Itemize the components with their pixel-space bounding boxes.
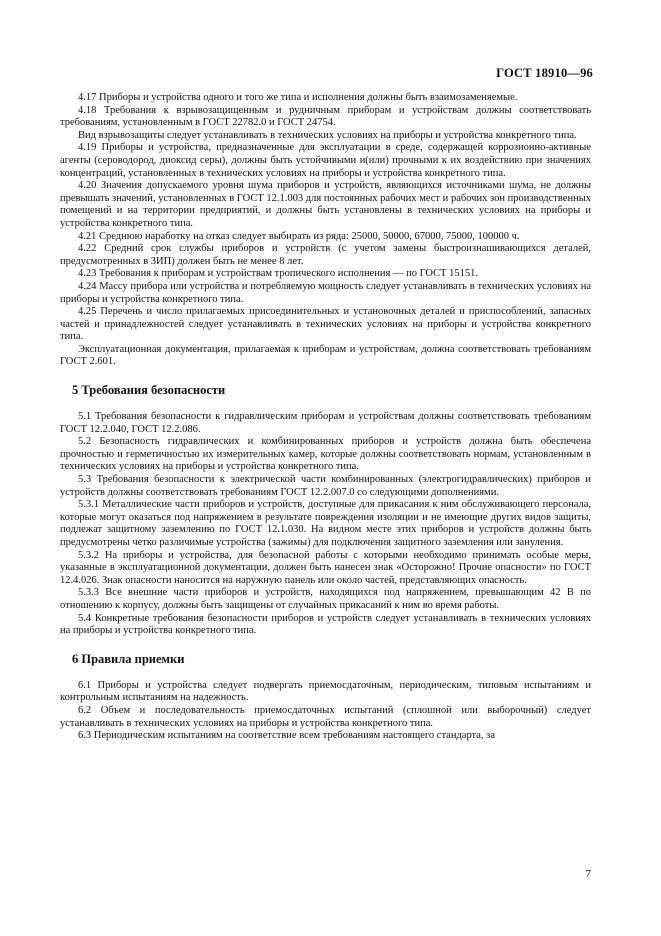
paragraph: 4.20 Значения допускаемого уровня шума приборов и устройств, являющихся источниками шума, не должны превышать значений, установленных в ГОСТ 12.1.003 для постоянных рабочих мест и рабочих зон производственных помещений и на территории предприятий, и должны быть установлены в технических условиях на приборы и устройства конкретного типа. [60,180,591,229]
section-6-acceptance [60,652,591,743]
section-5-safety [60,383,591,638]
paragraph: 4.17 Приборы и устройства одного и того же типа и исполнения должны быть взаимозаменяемые. [78,92,518,103]
paragraph: 6.2 Объем и последовательность приемосдаточных испытаний (сплошной или выборочный) следует устанавливать в технических условиях на приборы и устройства конкретного типа. [60,704,591,729]
paragraph: 5.1 Требования безопасности к гидравлическим приборам и устройствам должны соответствовать требованиям ГОСТ 12.2.040, ГОСТ 12.2.086. [60,411,591,435]
standard-code: ГОСТ 18910—96 [496,66,593,80]
page-number: 7 [585,868,591,880]
paragraph: 4.25 Перечень и число прилагаемых присоединительных и установочных деталей и приспособлений, запасных частей и принадлежностей следует устанавливать в технических условиях на приборы и устройства конкретного типа. [60,306,591,343]
paragraph: 5.2 Безопасность гидравлических и комбинированных приборов и устройств должна быть обеспечена прочностью и герметичностью их измерительных камер, которые должны соответствовать нормам, установленным в технических условиях на приборы и устройства конкретного типа. [60,436,591,473]
paragraph: 4.23 Требования к приборам и устройствам тропического исполнения — по ГОСТ 15151. [78,268,478,280]
paragraph: Вид взрывозащиты следует устанавливать в технических условиях на приборы и устройства конкретного типа. [78,129,577,141]
section-heading: 6 Правила приемки [72,651,185,666]
paragraph: Эксплуатационная документация, прилагаемая к приборам и устройствам, должна соответствовать требованиям ГОСТ 2.601. [60,343,591,368]
paragraph: 5.3.1 Металлические части приборов и устройств, доступные для прикасания к ним обслуживающего персонала, которые могут оказаться под напряжением в результате повреждения изоляции и не имеющие других видов защиты, подлежат защитному заземлению по ГОСТ 12.1.030. На видном месте этих приборов и устройств должны быть предусмотрены четко различимые устройства (зажимы) для подключения защитного заземления или зануления. [60,499,591,548]
paragraph: 6.1 Приборы и устройства следует подвергать приемосдаточным, периодическим, типовым испытаниям и контрольным испытаниям на надежность. [60,679,591,704]
paragraph: 4.24 Массу прибора или устройства и потребляемую мощность следует устанавливать в технических условиях на приборы и устройства конкретного типа. [60,280,591,305]
paragraph: 4.18 Требования к взрывозащищенным и рудничным приборам и устройствам должны соответствовать требованиям, установленным в ГОСТ 22782.0 и ГОСТ 24754. [60,104,591,129]
paragraph: 5.3.2 На приборы и устройства, для безопасной работы с которыми необходимо принимать особые меры, указанные в эксплуатационной документации, должен быть нанесен знак «Осторожно! Прочие опасности» по ГОСТ 12.4.026. Знак опасности наносится на наружную панель или около частей, представляющих опасность. [60,549,591,586]
paragraph: 4.21 Среднюю наработку на отказ следует выбирать из ряда: 25000, 50000, 67000, 75000, 100000 ч. [78,230,520,242]
paragraph: 4.22 Средний срок службы приборов и устройств (с учетом замены быстроизнашивающихся деталей, предусмотренных в ЗИП) должен быть не менее 8 лет. [60,243,591,267]
section-4-continued [60,92,591,369]
paragraph: 5.3.3 Все внешние части приборов и устройств, находящихся под напряжением, превышающим 42 В по отношению к корпусу, должны быть защищены от случайных прикасаний к ним во время работы. [60,587,591,611]
paragraph: 4.19 Приборы и устройства, предназначенные для эксплуатации в среде, содержащей коррозионно-активные агенты (сероводород, диоксид серы), должны быть устойчивыми и(или) прочными к их воздействию при значениях концентраций, установленных в технических условиях на приборы и устройства конкретного типа. [60,142,591,179]
section-heading: 5 Требования безопасности [72,383,226,398]
paragraph: 6.3 Периодическим испытаниям на соответствие всем требованиям настоящего стандарта, за [78,730,495,742]
paragraph: 5.3 Требования безопасности к электрической части комбинированных (электрогидравлических) приборов и устройств должны соответствовать требованиям ГОСТ 12.2.007.0 со следующими дополнениями. [60,474,591,498]
paragraph: 5.4 Конкретные требования безопасности приборов и устройств следует устанавливать в технических условиях на приборы и устройства конкретного типа. [60,612,591,637]
document-body [60,92,591,743]
